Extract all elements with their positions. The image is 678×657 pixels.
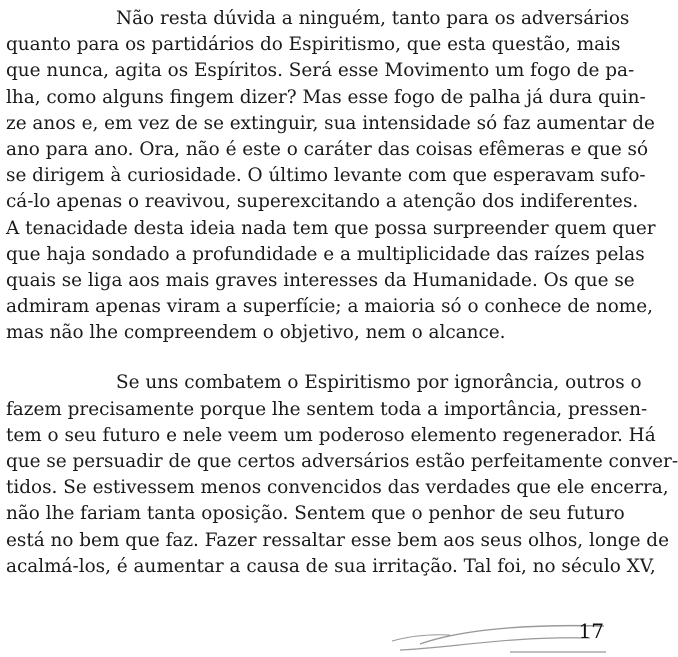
text-line: mas não lhe compreendem o objetivo, nem o alcance.	[6, 322, 506, 344]
text-line: tem o seu futuro e nele veem um poderoso elemento regenerador. Há	[6, 424, 656, 446]
text-line: A tenacidade desta ideia nada tem que possa surpreender quem quer	[6, 217, 656, 239]
text-line: cá-lo apenas o reavivou, superexcitando a atenção dos indiferentes.	[6, 191, 639, 213]
text-line: ano para ano. Ora, não é este o caráter das coisas efêmeras e que só	[6, 138, 649, 160]
text-line: admiram apenas viram a superfície; a maioria só o conhece de nome,	[6, 296, 653, 318]
paragraph-1	[6, 6, 656, 346]
text-line: acalmá-los, é aumentar a causa de sua irritação. Tal foi, no século XV,	[6, 555, 656, 577]
text-line: está no bem que faz. Fazer ressaltar esse bem aos seus olhos, longe de	[6, 529, 669, 551]
text-line: Não resta dúvida a ninguém, tanto para os adversários	[116, 8, 630, 29]
text-line: tidos. Se estivessem menos convencidos das verdades que ele encerra,	[6, 477, 669, 499]
text-line: quanto para os partidários do Espiritismo, que esta questão, mais	[6, 34, 621, 56]
text-line: ze anos e, em vez de se extinguir, sua intensidade só faz aumentar de	[6, 112, 655, 134]
paragraph-2	[6, 370, 678, 580]
page-body	[6, 6, 678, 580]
page-number: 17	[578, 619, 604, 643]
text-line: fazem precisamente porque lhe sentem toda a importância, pressen-	[6, 398, 648, 420]
text-line: que se persuadir de que certos adversários estão perfeitamente conver-	[6, 451, 678, 472]
text-line: que nunca, agita os Espíritos. Será esse Movimento um fogo de pa-	[6, 60, 635, 82]
text-line: se dirigem à curiosidade. O último levante com que esperavam sufo-	[6, 165, 646, 187]
text-line: não lhe fariam tanta oposição. Sentem que o penhor de seu futuro	[6, 503, 625, 525]
text-line: Se uns combatem o Espiritismo por ignorância, outros o	[116, 372, 642, 394]
text-line: quais se liga aos mais graves interesses da Humanidade. Os que se	[6, 269, 635, 291]
paragraph-gap	[6, 346, 606, 370]
page-footer	[390, 608, 610, 656]
footer-ornament-swoosh	[390, 608, 610, 656]
text-line: lha, como alguns fingem dizer? Mas esse fogo de palha já dura quin-	[6, 86, 646, 108]
text-line: que haja sondado a profundidade e a multiplicidade das raízes pelas	[6, 243, 645, 265]
